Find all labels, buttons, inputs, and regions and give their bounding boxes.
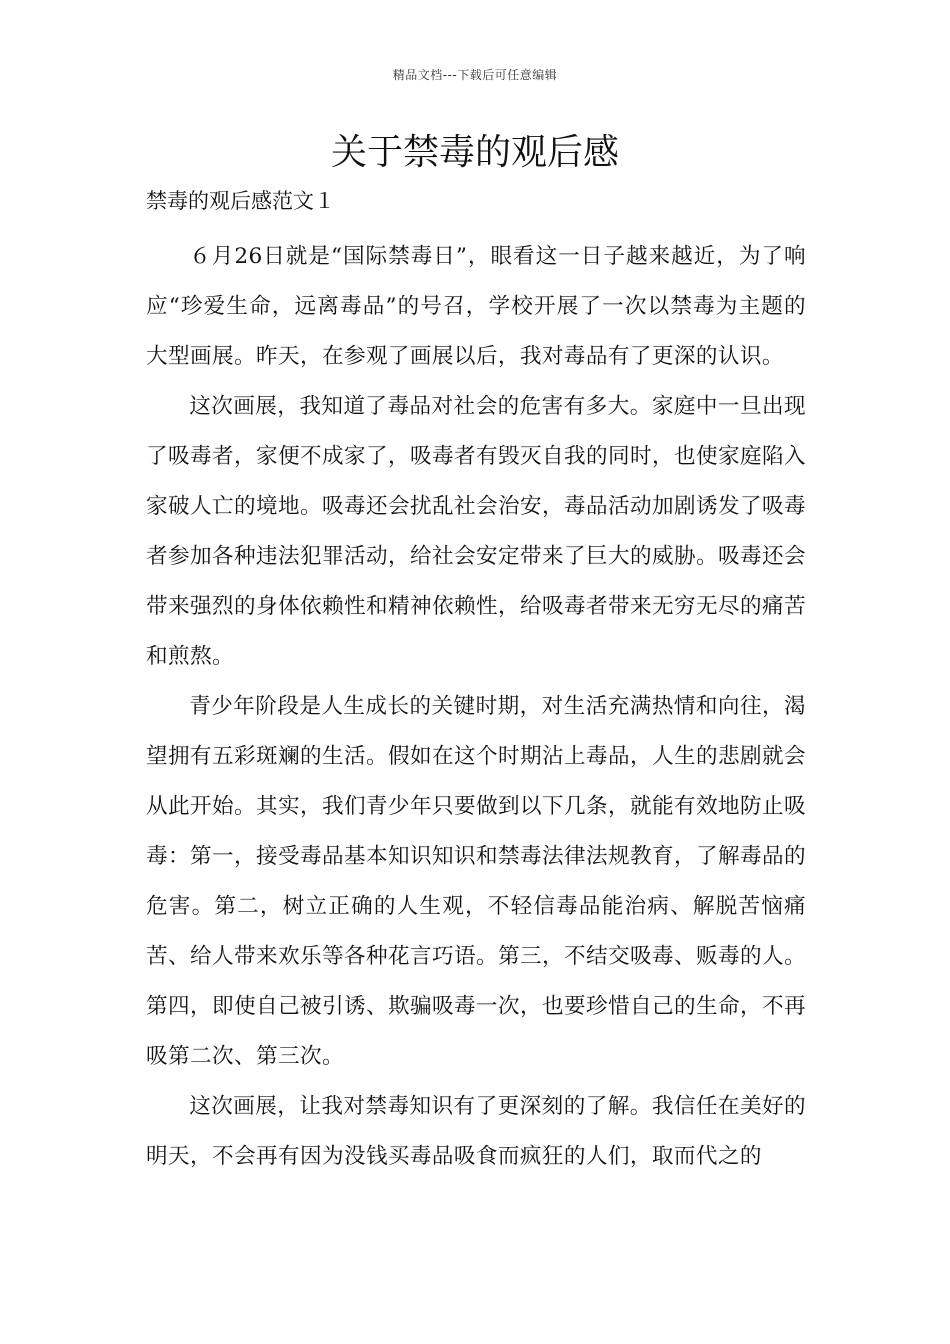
section-subtitle: 禁毒的观后感范文１ — [146, 189, 335, 213]
document-title: 关于禁毒的观后感 — [330, 132, 619, 173]
paragraph-1: ６月26日就是“国际禁毒日”，眼看这一日子越来越近，为了响应“珍爱生命，远离毒品”的号召，学校开展了一次以禁毒为主题的大型画展。昨天，在参观了画展以后，我对毒品有了更深的认识。 — [146, 244, 806, 369]
paragraph-4: 这次画展，让我对禁毒知识有了更深刻的了解。我信任在美好的明天，不会再有因为没钱买毒品吸食而疯狂的人们，取而代之的 — [146, 1094, 806, 1169]
document-body — [146, 232, 806, 1182]
paragraph-2: 这次画展，我知道了毒品对社会的危害有多大。家庭中一旦出现了吸毒者，家便不成家了，吸毒者有毁灭自我的同时，也使家庭陷入家破人亡的境地。吸毒还会扰乱社会治安，毒品活动加剧诱发了吸毒者参加各种违法犯罪活动，给社会安定带来了巨大的威胁。吸毒还会带来强烈的身体依赖性和精神依赖性，给吸毒者带来无穷无尽的痛苦和煎熬。 — [146, 394, 806, 669]
header-note: 精品文档---下载后可任意编辑 — [392, 68, 558, 82]
paragraph-3: 青少年阶段是人生成长的关键时期，对生活充满热情和向往，渴望拥有五彩斑斓的生活。假如在这个时期沾上毒品，人生的悲剧就会从此开始。其实，我们青少年只要做到以下几条，就能有效地防止吸毒：第一，接受毒品基本知识知识和禁毒法律法规教育，了解毒品的危害。第二，树立正确的人生观，不轻信毒品能治病、解脱苦恼痛苦、给人带来欢乐等各种花言巧语。第三，不结交吸毒、贩毒的人。第四，即使自己被引诱、欺骗吸毒一次，也要珍惜自己的生命，不再吸第二次、第三次。 — [146, 694, 806, 1069]
